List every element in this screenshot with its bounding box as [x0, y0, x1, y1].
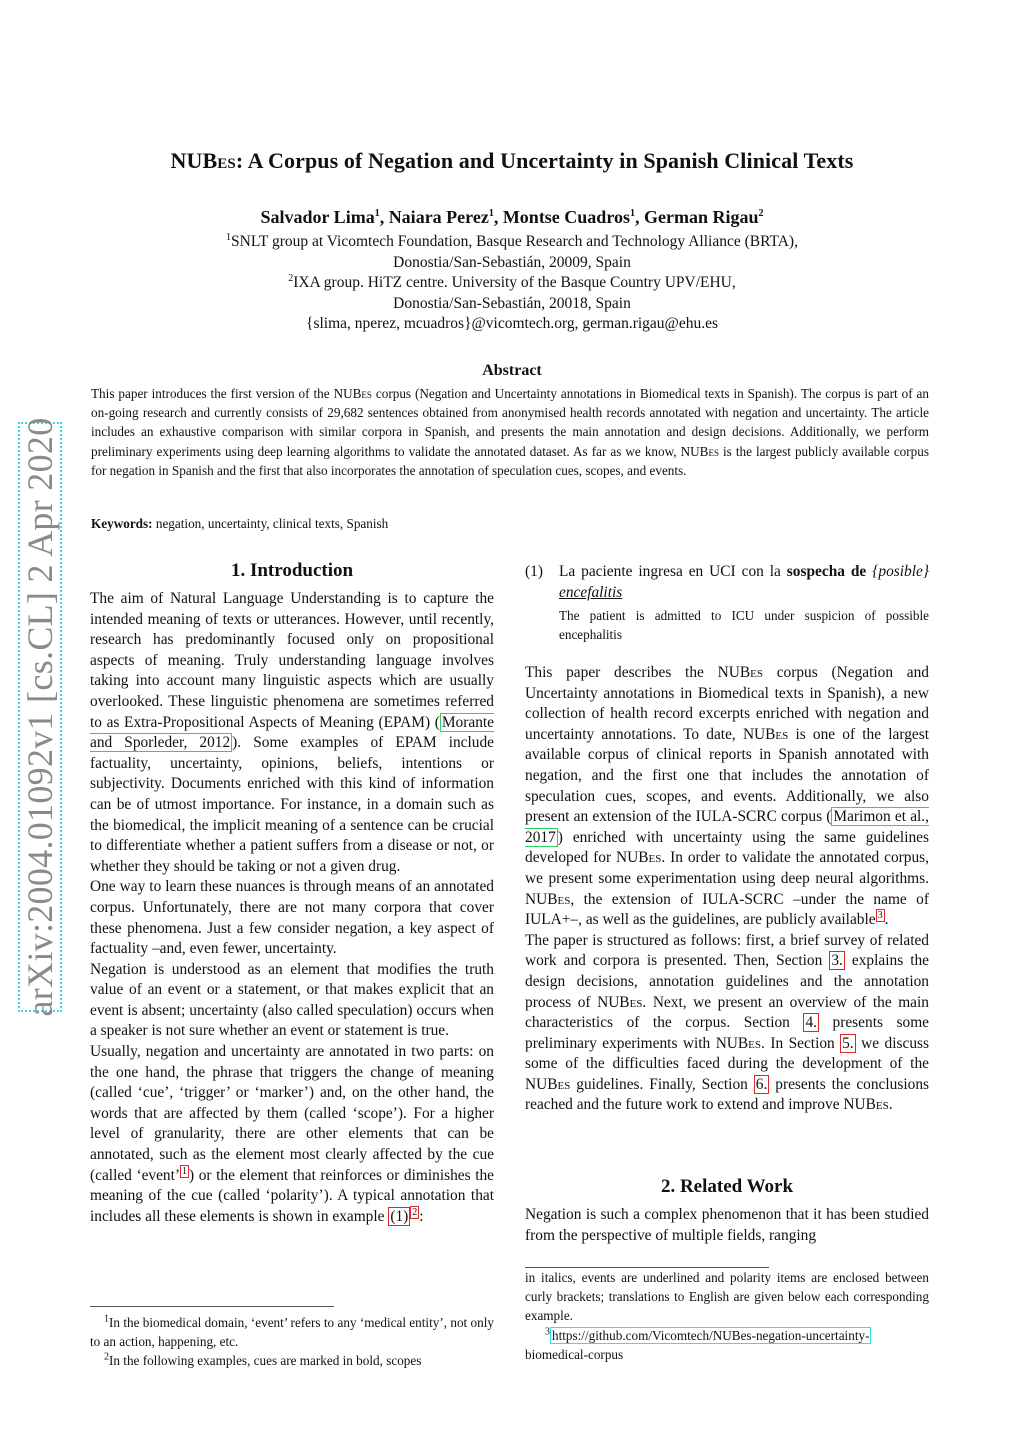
footnote-1-number: 1: [104, 1313, 109, 1325]
abstract-text: This paper introduces the first version of the: [91, 386, 334, 401]
example-event: encefalitis: [559, 583, 623, 601]
abstract-nubes: NUBes: [680, 443, 719, 459]
author: German Rigau: [644, 207, 759, 227]
keywords: [91, 516, 929, 532]
affiliations: [0, 232, 1024, 335]
author-affiliation: 1: [488, 208, 494, 219]
paragraph-text: . Next, we present an overview of the main characteristics of the corpus. Section: [525, 993, 929, 1032]
nubes-name: NUBes: [843, 1096, 889, 1114]
example-1-sentence-row: [525, 562, 929, 645]
section-3-link[interactable]: 3.: [831, 952, 843, 970]
footnote-link-1[interactable]: 1: [182, 1165, 188, 1177]
citation-morante-sporleder[interactable]: Morante and Sporleder, 2012: [90, 713, 494, 752]
affiliation-1-line1: SNLT group at Vicomtech Foundation, Basque Research and Technology Alliance (BRTA),: [231, 233, 798, 250]
paragraph-text: :: [419, 1207, 424, 1225]
paragraph-text: The paper is structured as follows: first, a brief survey of related work and corpora is presented. Then, Section: [525, 931, 929, 970]
example-1: [525, 562, 929, 645]
paragraph-text: is one of the largest available corpus of clinical reports in Spanish annotated with negation, and the first one that includes the annotation of speculation cues, scopes, and events. Additionally, we also present an extension of the IULA-SCRC corpus (: [525, 725, 929, 826]
section-4-link[interactable]: 4.: [805, 1014, 817, 1032]
author: Salvador Lima: [260, 207, 375, 227]
paragraph-text: . In Section: [761, 1034, 841, 1052]
example-1-content: [559, 562, 929, 645]
paragraph-text: we discuss some of the difficulties faced during the development of the: [525, 1034, 929, 1073]
section-6-link[interactable]: 6.: [755, 1075, 768, 1093]
title-nubes: NUBes: [170, 148, 236, 173]
intro-paragraph-3: Negation is understood as an element that modifies the truth value of an event or a statement, or that makes explicit that an event is absent; uncertainty (also called speculation) occurs when a speaker is not sure whether an event or statement is true.: [90, 960, 494, 1040]
example-sentence: [559, 562, 929, 603]
example-cue: sospecha de: [786, 563, 867, 580]
paragraph-text: ) or the element that reinforces or diminishes the meaning of the cue (called ‘polarity’). A typical annotation that includes all these elements is shown in example: [90, 1166, 494, 1225]
example-polarity: {posible}: [872, 563, 929, 580]
intro-paragraph-1: [90, 589, 494, 877]
paragraph-text: . In order to validate the annotated corpus, we present some experimentation using deep neural algorithms.: [525, 849, 929, 887]
footnote-1: [90, 1313, 494, 1351]
github-url-link-cont[interactable]: biomedical-corpus: [525, 1347, 624, 1363]
github-url-link[interactable]: https://github.com/Vicomtech/NUBes-negation-uncertainty-: [552, 1328, 870, 1343]
footnote-link-3[interactable]: 3: [877, 910, 883, 921]
abstract-heading: Abstract: [482, 362, 542, 379]
affiliation-2-line1: IXA group. HiTZ centre. University of the Basque Country UPV/EHU,: [293, 274, 736, 292]
keywords-label: Keywords:: [91, 516, 153, 531]
footnote-1-text: In the biomedical domain, ‘event’ refers to any ‘medical entity’, not only to an action, happening, etc.: [90, 1315, 494, 1350]
paragraph-text: , the extension of IULA-SCRC –under the name of IULA+–, as well as the guidelines, are publicly available: [525, 890, 929, 929]
right-paragraph-1: [525, 663, 929, 931]
footnote-3: [525, 1326, 929, 1364]
title-rest: : A Corpus of Negation and Uncertainty in Spanish Clinical Texts: [235, 148, 854, 173]
paragraph-text: .: [884, 911, 889, 929]
footnote-2-number: 2: [104, 1351, 109, 1363]
keywords-text: negation, uncertainty, clinical texts, Spanish: [152, 516, 389, 531]
nubes-name: NUBes: [597, 993, 643, 1011]
left-column: [90, 589, 494, 1227]
section-heading-related-work: 2. Related Work: [660, 1176, 794, 1197]
paragraph-text: .: [888, 1096, 893, 1114]
paragraph-text: explains the design decisions, annotation guidelines and the annotation process of: [525, 952, 929, 1011]
section-5-link[interactable]: 5.: [842, 1034, 854, 1052]
abstract-body: [91, 384, 929, 480]
author: Naiara Perez: [388, 207, 489, 227]
abstract-nubes: NUBes: [333, 386, 372, 401]
footnote-rule: [90, 1306, 334, 1307]
arxiv-id-text: arXiv:2004.01092v1 [cs.CL] 2 Apr 2020: [20, 417, 60, 1017]
right-paragraph-2: [525, 931, 929, 1116]
footnote-2: [90, 1351, 494, 1370]
footnote-2-continued: in italics, events are underlined and polarity items are enclosed between curly brackets; translations to English are given below each corresponding example.: [525, 1270, 929, 1324]
paragraph-text: Usually, negation and uncertainty are annotated in two parts: on the one hand, the phrase that triggers the change of meaning (called ‘cue’, ‘trigger’ or ‘marker’) and, on the other hand, the words that are affected by them (called ‘scope’). For a higher level of granularity, there are other elements that can be annotated, such as the element most clearly affected by the cue (called ‘event’: [90, 1043, 494, 1184]
nubes-name: NUBes: [742, 725, 789, 743]
author-affiliation: 1: [374, 208, 380, 219]
abstract-text: is the largest publicly available corpus for negation in Spanish and the first that also incorporates the annotation of speculation cues, scopes, and events.: [91, 443, 929, 478]
affiliation-2: [0, 273, 1024, 294]
abstract-text: corpus (Negation and Uncertainty annotations in Biomedical texts in Spanish). The corpus is part of an on-going research and currently consists of 29,682 sentences obtained from anonymised health records annotated with negation and uncertainty. The article includes an exhaustive comparison with similar corpora in Spanish, and presents the main annotation and design decisions. Additionally, we perform preliminary experiments using deep learning algorithms to validate the annotated dataset. As far as we know,: [91, 386, 929, 459]
related-work-paragraph: Negation is such a complex phenomenon that it has been studied from the perspective of multiple fields, ranging: [525, 1206, 929, 1244]
paragraph-text: This paper describes the: [525, 664, 718, 681]
author-affiliation: 2: [758, 208, 764, 219]
nubes-name: NUBes: [616, 849, 662, 867]
affiliation-1-number: 1: [226, 231, 232, 243]
citation-marimon[interactable]: Marimon et al., 2017: [525, 808, 930, 846]
affiliation-1: [0, 232, 1024, 253]
paragraph-text: presents some preliminary experiments with: [525, 1014, 930, 1052]
example-1-link[interactable]: (1): [390, 1207, 409, 1225]
author-list: Salvador Lima$^1$, Naiara Perez$^1$, Montse Cuadros$^1$, German Rigau$^2$: [260, 207, 764, 227]
right-column: [525, 663, 929, 1116]
example-number: (1): [525, 563, 543, 580]
paragraph-text: ). Some examples of EPAM include factuality, uncertainty, opinions, beliefs, intentions or subjectivity. Documents enriched with this kind of information can be of utmost importance. For instance, in a domain such as the biomedical, the implicit meaning of a sentence can be crucial to differentiate whether a patient suffers from a disease or not, or whether they should be taking or not a given drug.: [90, 734, 495, 875]
author: Montse Cuadros: [502, 207, 630, 227]
nubes-name: NUBes: [525, 890, 571, 908]
paragraph-text: presents the conclusions reached and the future work to extend and improve: [525, 1075, 930, 1114]
nubes-name: NUBes: [525, 1075, 571, 1093]
affiliation-2-number: 2: [288, 273, 294, 285]
paragraph-text: ) enriched with uncertainty using the same guidelines developed for: [525, 828, 929, 867]
author-affiliation: 1: [630, 208, 635, 219]
footnote-3-number: 3: [545, 1326, 550, 1338]
author-emails: {slima, nperez, mcuadros}@vicomtech.org, german.rigau@ehu.es: [306, 315, 718, 333]
footnote-2-text: In the following examples, cues are marked in bold, scopes: [109, 1353, 422, 1368]
paper-title: [0, 148, 1024, 174]
affiliation-2-city: Donostia/San-Sebastián, 20018, Spain: [393, 294, 631, 312]
section-heading-introduction: 1. Introduction: [230, 560, 354, 581]
nubes-name: NUBes: [717, 664, 763, 681]
paragraph-text: corpus (Negation and Uncertainty annotations in Biomedical texts in Spanish), a new collection of health record excerpts enriched with negation and uncertainty annotations. To date,: [525, 664, 929, 743]
paragraph-text: guidelines. Finally, Section: [570, 1075, 754, 1093]
example-text: La paciente ingresa en UCI con la: [559, 563, 787, 580]
intro-paragraph-2: One way to learn these nuances is through means of an annotated corpus. Unfortunately, there are not many corpora that cover these phenomena. Just a few consider negation, a key aspect of factuality –and, even fewer, uncertainty.: [90, 878, 494, 958]
example-translation: The patient is admitted to ICU under suspicion of possible encephalitis: [559, 608, 929, 643]
footnote-link-2[interactable]: 2: [412, 1206, 418, 1218]
nubes-name: NUBes: [715, 1034, 762, 1052]
paragraph-text: The aim of Natural Language Understanding is to capture the intended meaning of texts or utterances. However, until recently, research has predominantly focused only on propositional aspects of meaning. Truly understanding language involves taking into account many linguistic aspects which are usually overlooked. These linguistic phenomena are sometimes referred to as Extra-Propositional Aspects of Meaning (EPAM) (: [90, 590, 494, 731]
affiliation-1-city: Donostia/San-Sebastián, 20009, Spain: [393, 253, 631, 271]
intro-paragraph-4: [90, 1042, 494, 1227]
